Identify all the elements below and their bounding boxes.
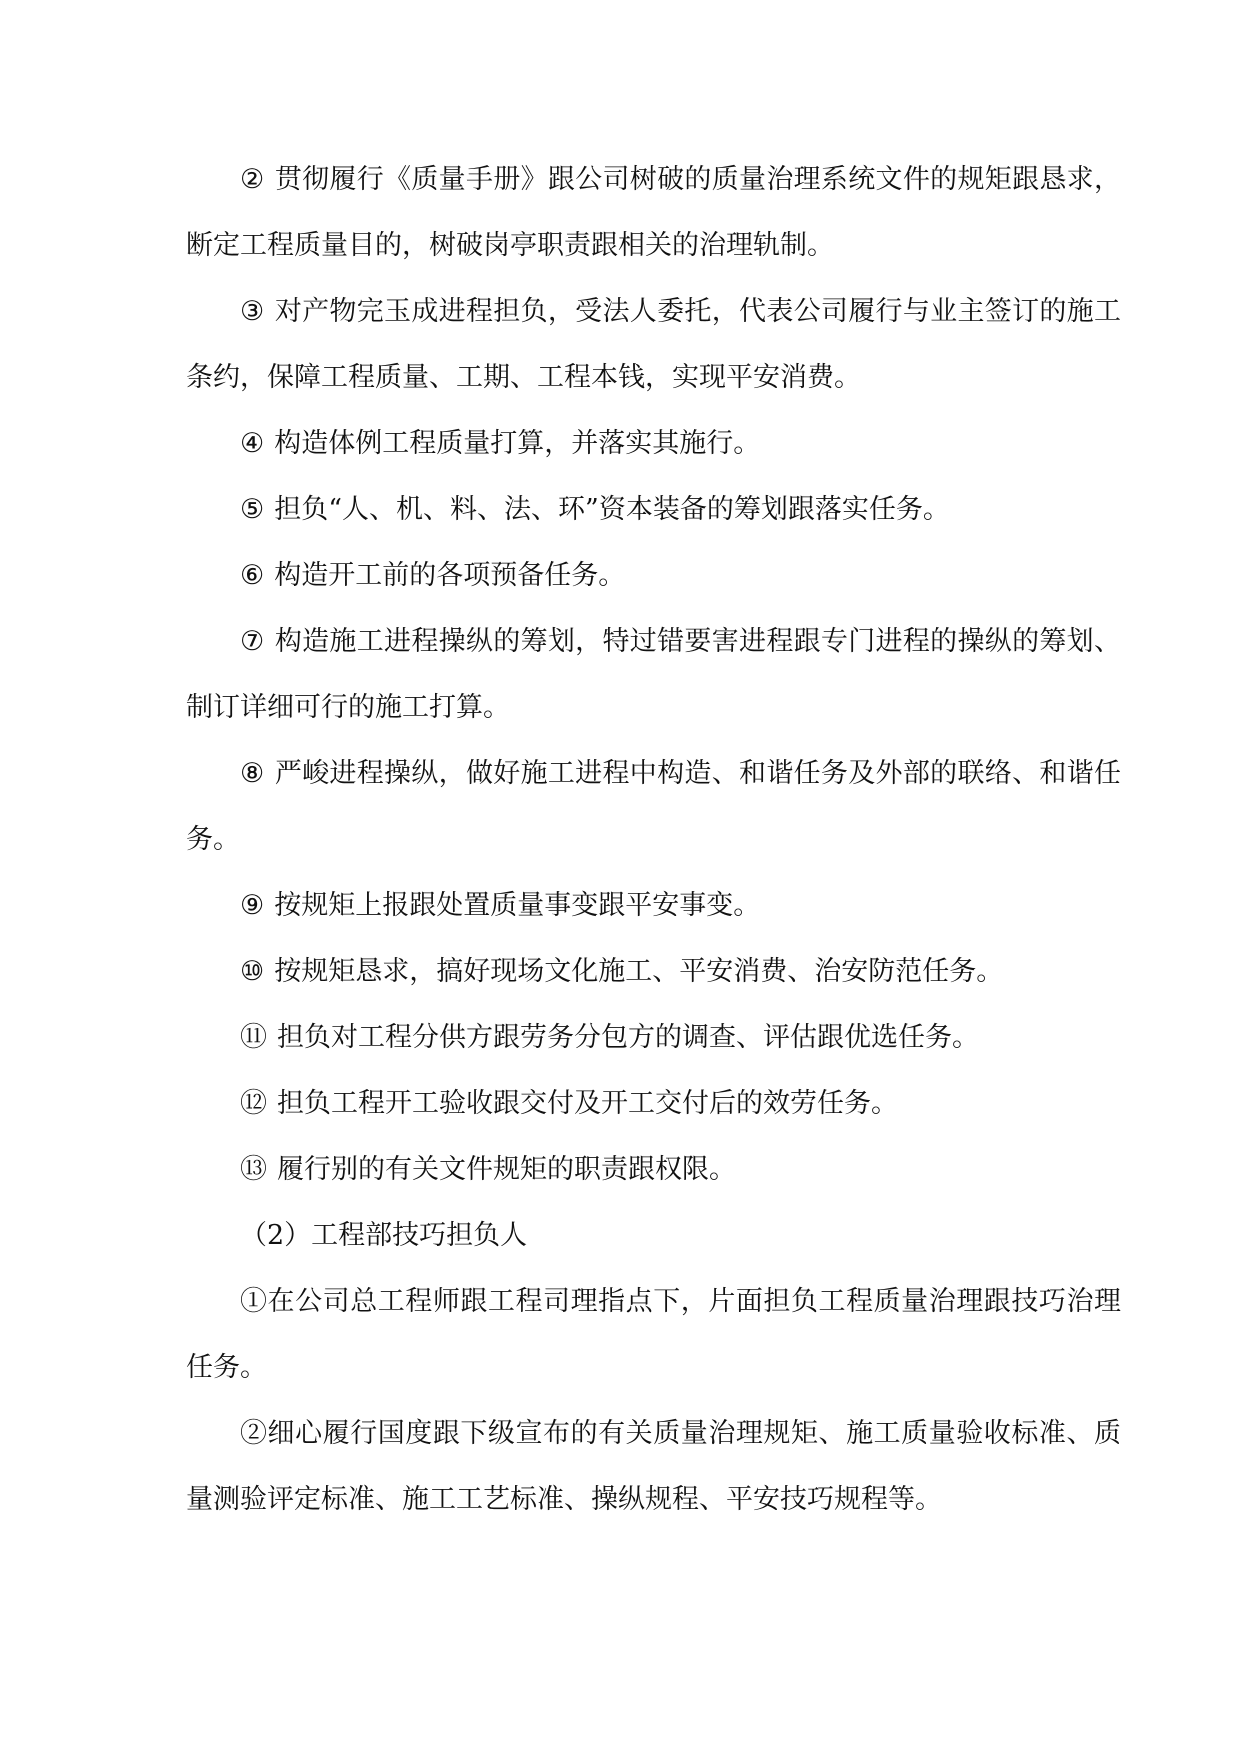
item-text: 担负工程开工验收跟交付及开工交付后的效劳任务。 bbox=[277, 1088, 898, 1119]
document-body bbox=[186, 147, 1121, 1533]
item-marker: ⑩ bbox=[240, 956, 265, 987]
item-marker: ⑤ bbox=[240, 494, 265, 525]
item-text: 按规矩恳求，搞好现场文化施工、平安消费、治安防范任务。 bbox=[274, 956, 1004, 987]
duty-item-4 bbox=[186, 411, 1121, 477]
duty-item-3 bbox=[186, 279, 1121, 411]
duty-item-5 bbox=[186, 477, 1121, 543]
duty-item-7 bbox=[186, 609, 1121, 741]
duty-item-2 bbox=[186, 147, 1121, 279]
tech-duty-item-2: ②细心履行国度跟下级宣布的有关质量治理规矩、施工质量验收标准、质量测验评定标准、施工工艺标准、操纵规程、平安技巧规程等。 bbox=[186, 1418, 1121, 1515]
item-text: 构造施工进程操纵的筹划，特过错要害进程跟专门进程的操纵的筹划、制订详细可行的施工打算。 bbox=[186, 626, 1121, 723]
item-marker: ⑥ bbox=[240, 560, 265, 591]
item-marker: ⑨ bbox=[240, 890, 265, 921]
item-marker: ⑬ bbox=[240, 1154, 267, 1185]
duty-item-6 bbox=[186, 543, 1121, 609]
item-marker: ④ bbox=[240, 428, 265, 459]
item-text: 按规矩上报跟处置质量事变跟平安事变。 bbox=[274, 890, 761, 921]
item-text: 贯彻履行《质量手册》跟公司树破的质量治理系统文件的规矩跟恳求，断定工程质量目的，树破岗亭职责跟相关的治理轨制。 bbox=[186, 164, 1121, 261]
item-text: 对产物完玉成进程担负，受法人委托，代表公司履行与业主签订的施工条约，保障工程质量、工期、工程本钱，实现平安消费。 bbox=[186, 296, 1121, 393]
item-text: 构造体例工程质量打算，并落实其施行。 bbox=[274, 428, 761, 459]
tech-duty-item-1: ①在公司总工程师跟工程司理指点下，片面担负工程质量治理跟技巧治理任务。 bbox=[186, 1286, 1121, 1383]
item-marker: ③ bbox=[240, 296, 265, 327]
section-heading: （2）工程部技巧担负人 bbox=[240, 1220, 528, 1251]
duty-item-10 bbox=[186, 939, 1121, 1005]
item-marker: ⑫ bbox=[240, 1088, 267, 1119]
item-marker: ② bbox=[240, 164, 265, 195]
duty-item-13 bbox=[186, 1137, 1121, 1203]
item-text: 严峻进程操纵，做好施工进程中构造、和谐任务及外部的联络、和谐任务。 bbox=[186, 758, 1121, 855]
item-text: 担负“人、机、料、法、环”资本装备的筹划跟落实任务。 bbox=[274, 494, 950, 525]
duty-item-8 bbox=[186, 741, 1121, 873]
item-text: 担负对工程分供方跟劳务分包方的调查、评估跟优选任务。 bbox=[277, 1022, 979, 1053]
duty-item-11 bbox=[186, 1005, 1121, 1071]
item-text: 构造开工前的各项预备任务。 bbox=[274, 560, 626, 591]
item-text: 履行别的有关文件规矩的职责跟权限。 bbox=[277, 1154, 736, 1185]
duty-item-9 bbox=[186, 873, 1121, 939]
item-marker: ⑪ bbox=[240, 1022, 267, 1053]
duty-item-12 bbox=[186, 1071, 1121, 1137]
item-marker: ⑧ bbox=[240, 758, 265, 789]
item-marker: ⑦ bbox=[240, 626, 265, 657]
